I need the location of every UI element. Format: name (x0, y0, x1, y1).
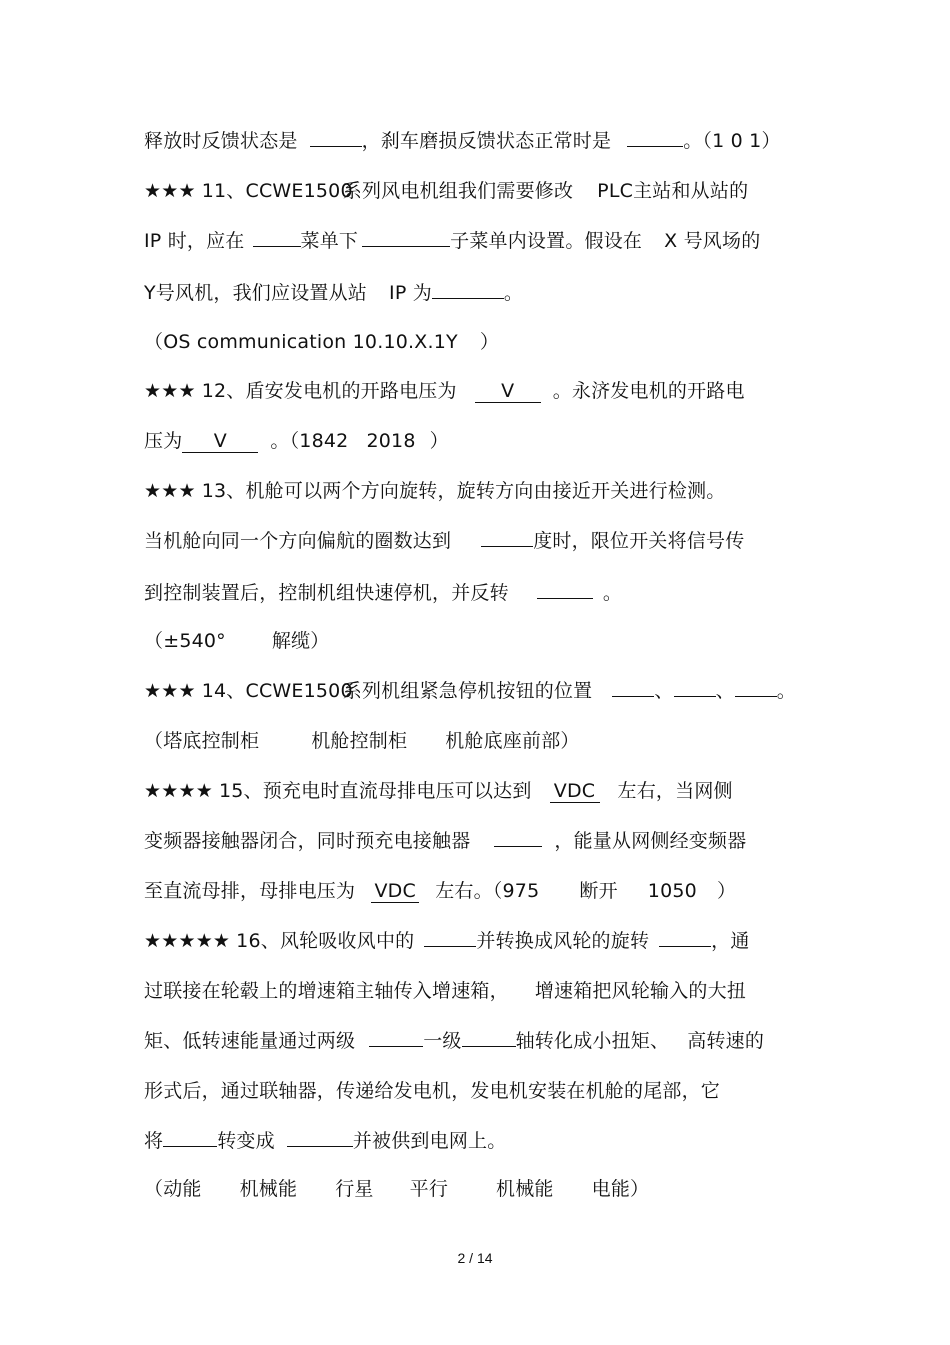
question-15: ★★★★ 15、预充电时直流母排电压可以达到 VDC 左右，当网侧 (144, 780, 733, 802)
question-11: ★★★ 11、CCWE1500系列风电机组我们需要修改 PLC主站和从站的 (144, 180, 749, 202)
difficulty-stars: ★★★ (144, 480, 196, 502)
answer-blank (612, 674, 654, 697)
page-number: 2 / 14 (457, 1250, 493, 1266)
answer-blank (674, 674, 716, 697)
text-line: 释放时反馈状态是 ，刹车磨损反馈状态正常时是 。（1 0 1） (144, 124, 824, 158)
text-line: 矩、低转速能量通过两级 一级 轴转化成小扭矩、 高转速的 (144, 1024, 824, 1058)
question-12: ★★★ 12、盾安发电机的开路电压为 V 。永济发电机的开路电 (144, 380, 745, 402)
answer-blank (537, 576, 593, 599)
text-line: 过联接在轮毂上的增速箱主轴传入增速箱， 增速箱把风轮输入的大扭 (144, 980, 747, 1002)
answer-blank (627, 124, 683, 147)
answer-blank (659, 924, 711, 947)
difficulty-stars: ★★★★★ (144, 930, 231, 952)
answer-blank (287, 1124, 353, 1147)
answer-blank: V (475, 380, 541, 403)
answer-blank (369, 1024, 423, 1047)
answer-blank: V (182, 430, 258, 453)
answer-blank (494, 824, 542, 847)
answer-line: （塔底控制柜 机舱控制柜 机舱底座前部） (144, 730, 580, 752)
text-line: 形式后，通过联轴器，传递给发电机，发电机安装在机舱的尾部，它 (144, 1080, 721, 1102)
answer-blank (362, 224, 450, 247)
question-13: ★★★ 13、机舱可以两个方向旋转，旋转方向由接近开关进行检测。 (144, 480, 726, 502)
difficulty-stars: ★★★ (144, 180, 196, 202)
text-line: Y号风机，我们应设置从站 IP 为 。 (144, 276, 824, 310)
difficulty-stars: ★★★★ (144, 780, 213, 802)
text-line: IP 时，应在 菜单下 子菜单内设置。假设在 X 号风场的 (144, 224, 824, 258)
answer-line: （OS communication 10.10.X.1Y ） (144, 331, 500, 353)
question-16: ★★★★★ 16、风轮吸收风中的 并转换成风轮的旋转 ，通 (144, 924, 824, 958)
answer-blank: VDC (371, 880, 419, 903)
answer-blank (462, 1024, 516, 1047)
text-line: 变频器接触器闭合，同时预充电接触器 ，能量从网侧经变频器 (144, 824, 824, 858)
answer-blank (424, 924, 476, 947)
answer-blank (253, 224, 301, 247)
text-line: 到控制装置后，控制机组快速停机，并反转 。 (144, 576, 824, 610)
answer-blank (735, 674, 777, 697)
answer-blank (310, 124, 362, 147)
answer-blank (432, 276, 504, 299)
question-14: ★★★ 14、CCWE1500系列机组紧急停机按钮的位置 、 、 。 (144, 674, 824, 708)
text-line: 当机舱向同一个方向偏航的圈数达到 度时，限位开关将信号传 (144, 524, 824, 558)
text-line: 至直流母排，母排电压为 VDC 左右。（975 断开 1050 ） (144, 880, 737, 902)
answer-line: （动能 机械能 行星 平行 机械能 电能） (144, 1178, 650, 1200)
difficulty-stars: ★★★ (144, 380, 196, 402)
text-line: 压为 V 。（1842 2018 ） (144, 430, 449, 452)
answer-line: （±540° 解缆） (144, 630, 330, 652)
answer-blank (163, 1124, 217, 1147)
difficulty-stars: ★★★ (144, 680, 196, 702)
text-line: 将 转变成 并被供到电网上。 (144, 1124, 824, 1158)
answer-blank: VDC (550, 780, 600, 803)
answer-blank (481, 524, 533, 547)
